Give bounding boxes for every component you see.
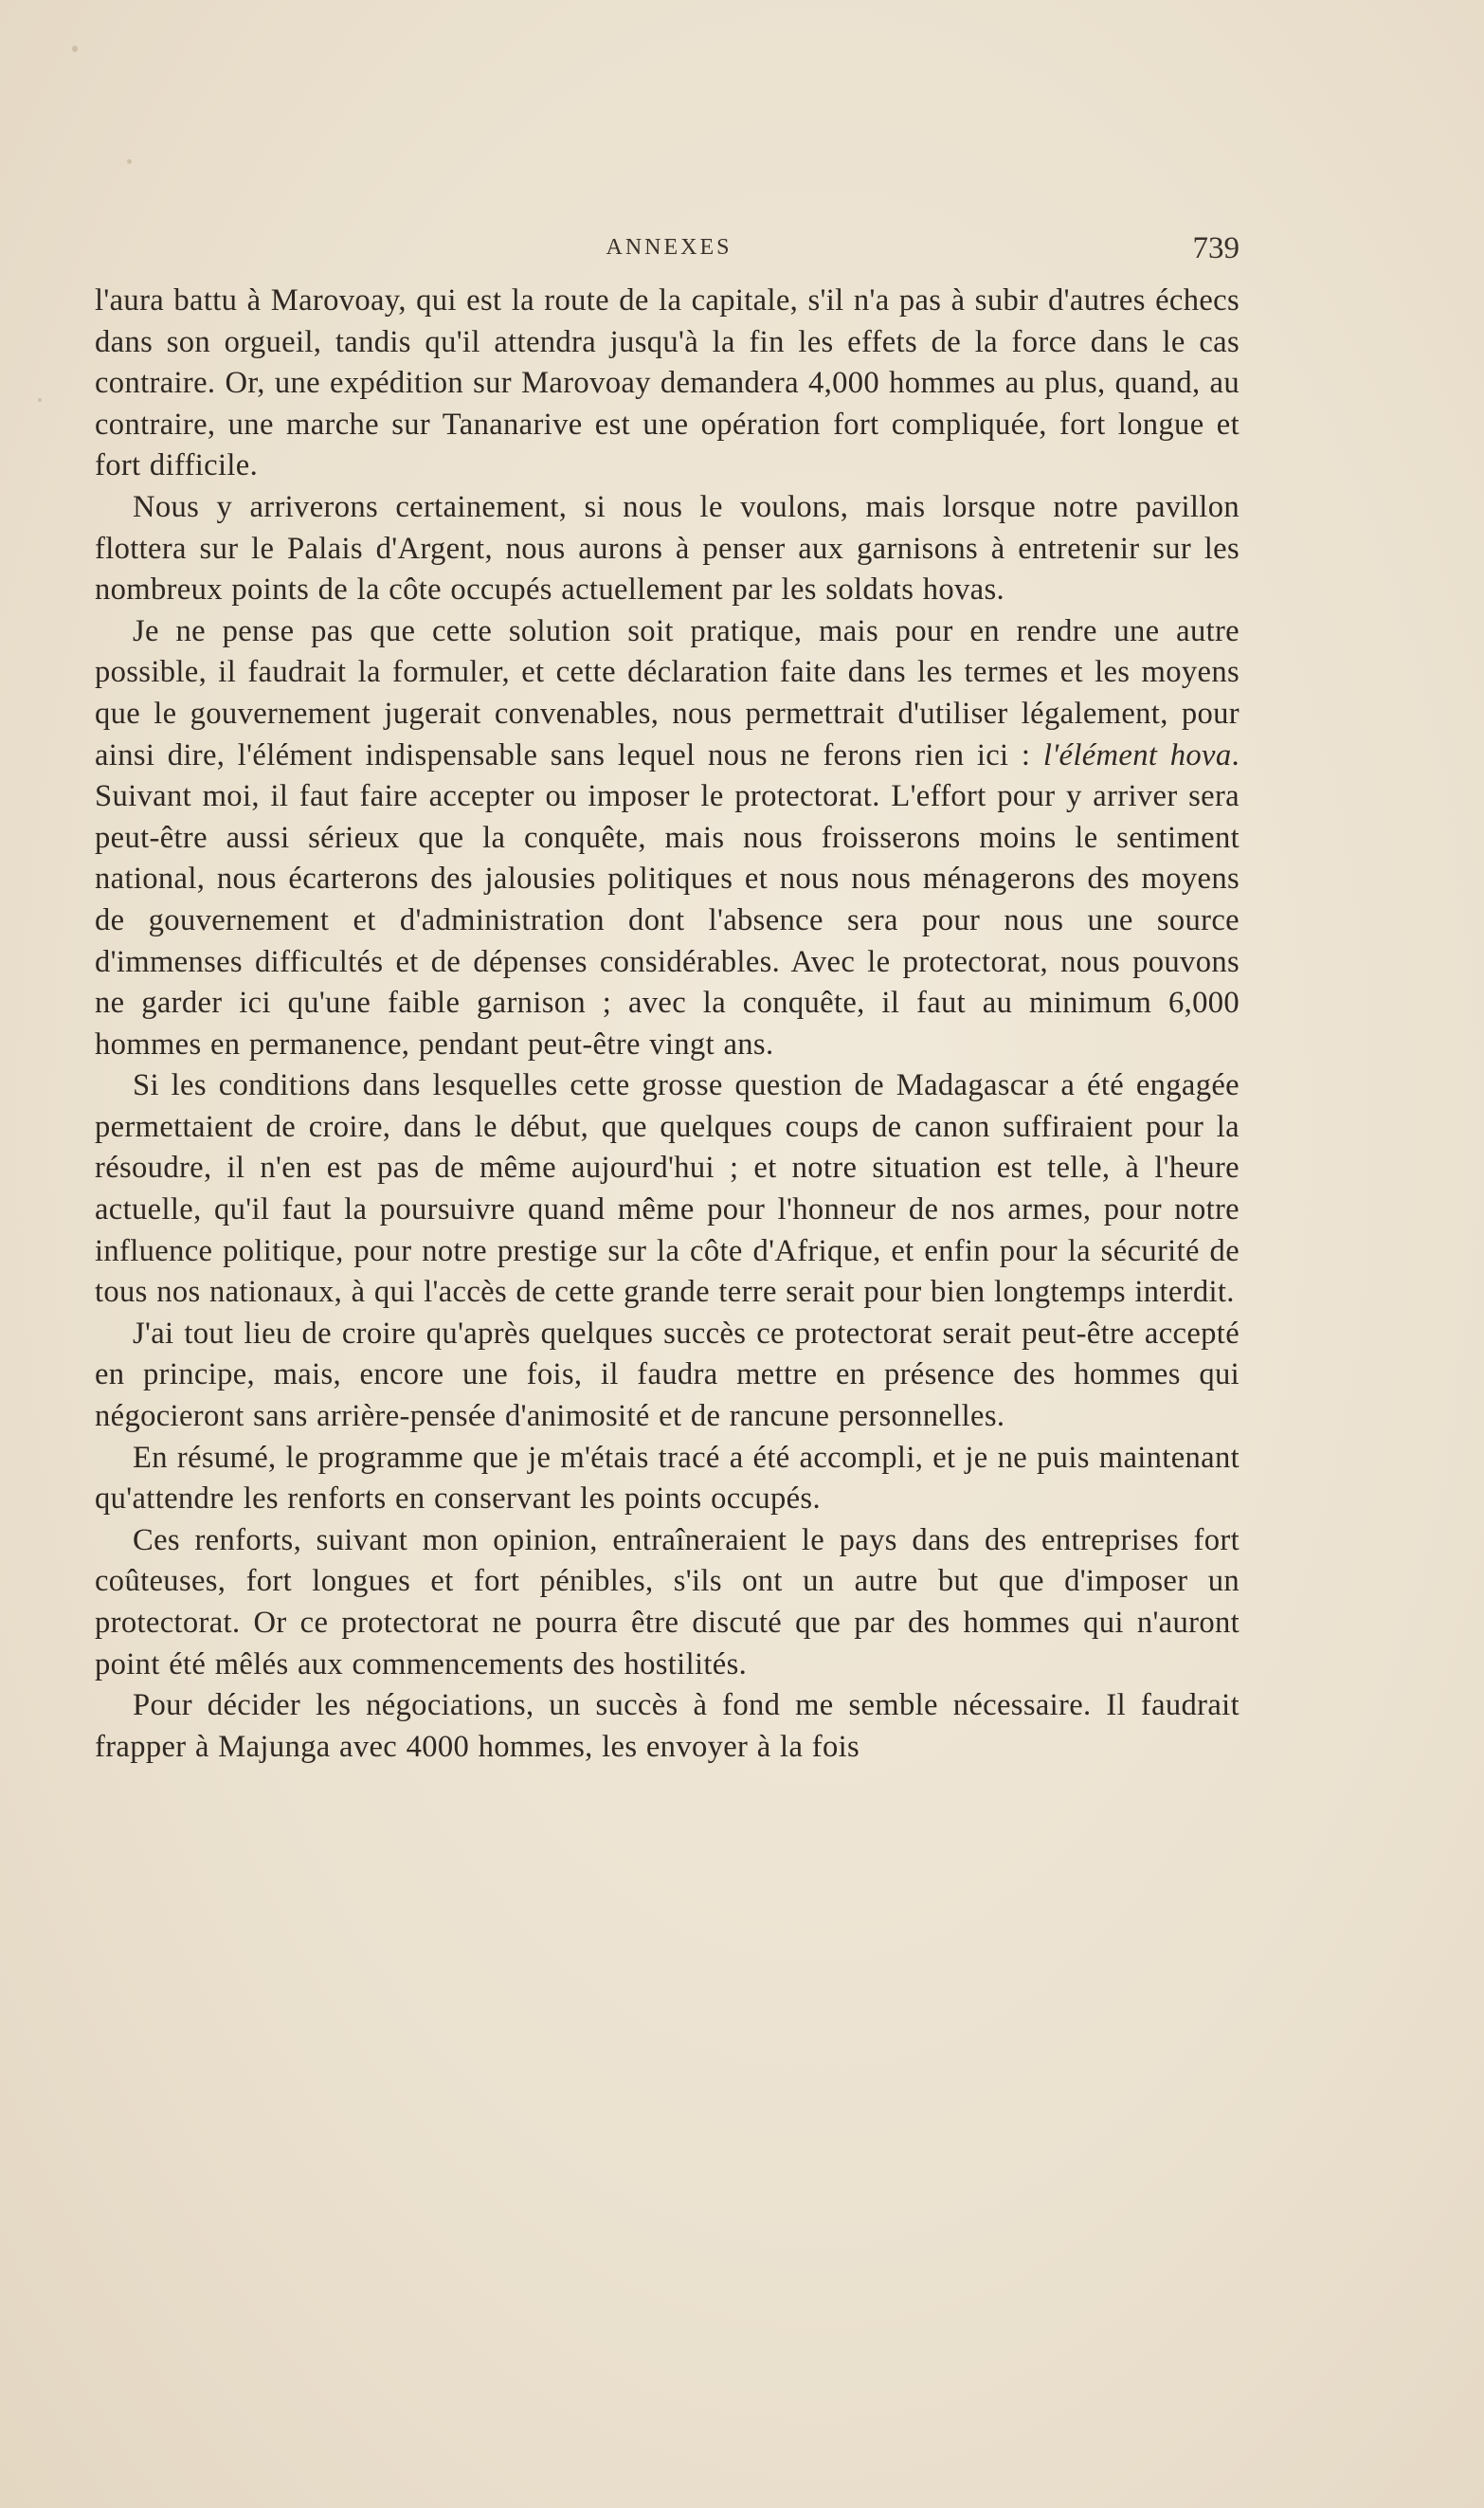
paragraph-protectorat (95, 611, 1240, 1066)
paper-spot (72, 45, 78, 52)
paragraph-continued: l'aura battu à Marovoay, qui est la route de la capitale, s'il n'a pas à subir d'autres échecs dans son orgueil, tandis qu'il attendra jusqu'à la fin les effets de la force dans le cas contraire. Or, une expédition sur Marovoay demandera 4,000 hommes au plus, quand, au contraire, une marche sur Tananarive est une opération fort compliquée, fort longue et fort difficile. (95, 283, 1240, 483)
running-head: ANNEXES (606, 235, 733, 260)
page-header (99, 231, 1240, 269)
page-number: 739 (1192, 231, 1240, 265)
paragraph-renforts: Ces renforts, suivant mon opinion, entraîneraient le pays dans des entreprises fort coûteuses, fort longues et fort pénibles, s'ils ont un autre but que d'imposer un protectorat. Or ce protectorat ne pourra être discuté que par des hommes qui n'auront point été mêlés aux commencements des hostilités. (95, 1522, 1240, 1681)
paper-spot (127, 159, 132, 164)
paragraph-text-before: Je ne pense pas que cette solution soit pratique, mais pour en rendre une autre possible, il faudrait la formuler, et cette déclaration faite dans les termes et les moyens que le gouvernement jugerait convenables, nous permettrait d'utiliser légalement, pour ainsi dire, l'élément indispensable sans lequel nous ne ferons rien ici : (95, 613, 1240, 772)
paper-spot (38, 398, 42, 402)
paragraph-negociations: Pour décider les négociations, un succès à fond me semble nécessaire. Il faudrait frapper à Majunga avec 4000 hommes, les envoyer à la fois (95, 1688, 1240, 1764)
paragraph-palais-argent: Nous y arriverons certainement, si nous le voulons, mais lorsque notre pavillon flottera sur le Palais d'Argent, nous aurons à penser aux garnisons à entretenir sur les nombreux points de la côte occupés actuellement par les soldats hovas. (95, 489, 1240, 608)
paragraph-succes: J'ai tout lieu de croire qu'après quelques succès ce protectorat serait peut-être accepté en principe, mais, encore une fois, il faudra mettre en présence des hommes qui négocieront sans arrière-pensée d'animosité et de rancune personnelles. (95, 1316, 1240, 1434)
paragraph-text-after: . Suivant moi, il faut faire accepter ou imposer le protectorat. L'effort pour y arriver sera peut-être aussi sérieux que la conquête, mais nous froisserons moins le sentiment national, nous écarterons des jalousies politiques et nous nous ménagerons des moyens de gouvernement et d'administration dont l'absence sera pour nous une source d'immenses difficultés et de dépenses considérables. Avec le protectorat, nous pouvons ne garder ici qu'une faible garnison ; avec la conquête, il faut au minimum 6,000 hommes en permanence, pendant peut-être vingt ans. (95, 737, 1240, 1062)
italic-emphasis: l'élément hova (1042, 737, 1232, 772)
page-body (95, 281, 1240, 1768)
paragraph-conditions: Si les conditions dans lesquelles cette grosse question de Madagascar a été engagée permettaient de croire, dans le début, que quelques coups de canon suffiraient pour la résoudre, il n'en est pas de même aujourd'hui ; et notre situation est telle, à l'heure actuelle, qu'il faut la poursuivre quand même pour l'honneur de nos armes, pour notre influence politique, pour notre prestige sur la côte d'Afrique, et enfin pour la sécurité de tous nos nationaux, à qui l'accès de cette grande terre serait pour bien longtemps interdit. (95, 1068, 1240, 1310)
paragraph-resume: En résumé, le programme que je m'étais tracé a été accompli, et je ne puis maintenant qu'attendre les renforts en conservant les points occupés. (95, 1440, 1240, 1517)
